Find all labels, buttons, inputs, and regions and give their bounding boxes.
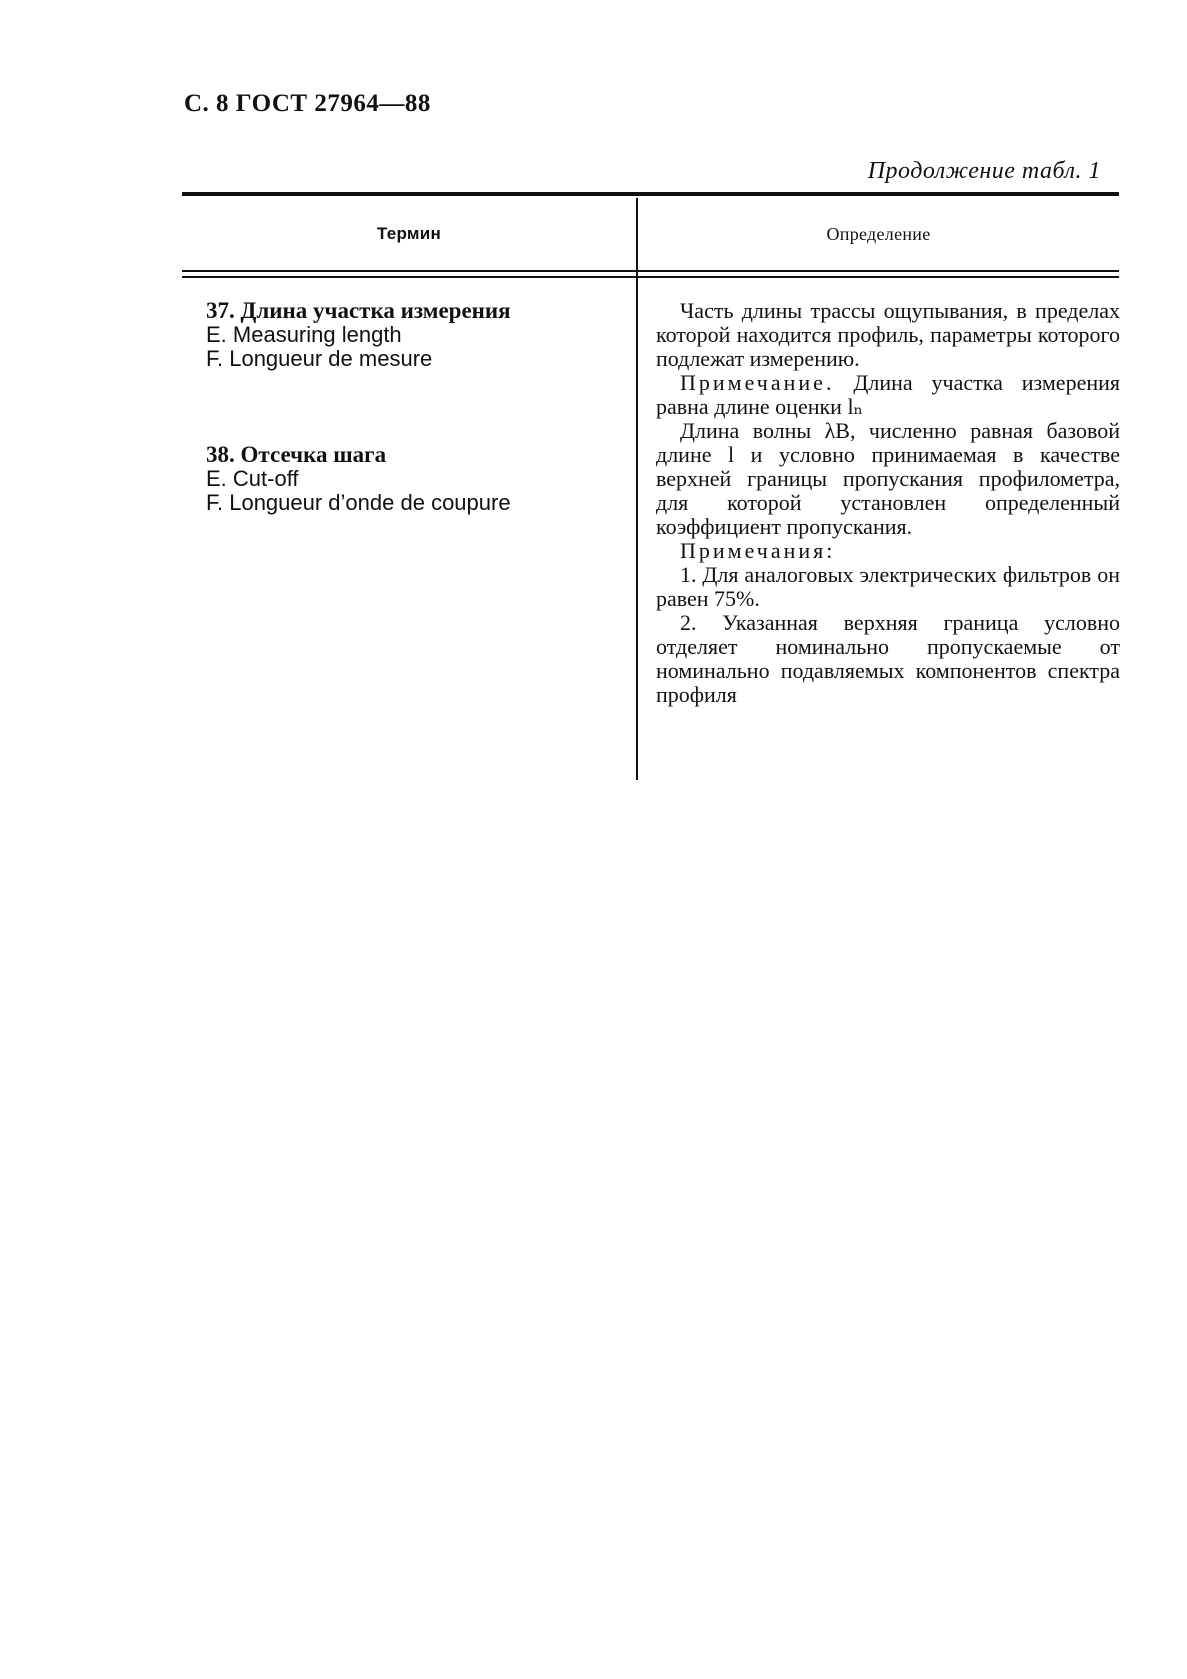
definitions-column [656,299,1120,707]
term-title: 37. Длина участка измерения [206,298,511,323]
column-divider [636,198,638,780]
notes-label-38: Примечания: [680,538,836,563]
note-38-1: 1. Для аналоговых электрических фильтров он равен 75%. [656,562,1120,611]
column-header-definition: Определение [826,224,931,244]
column-header-term: Термин [376,224,442,243]
term-french: F. Longueur d’onde de coupure [206,490,511,515]
definition-37: Часть длины трассы ощупывания, в пределах которой находится профиль, параметры которого подлежат измерению. [656,298,1120,371]
term-38 [206,443,626,515]
term-english: E. Cut-off [206,466,299,491]
note-label: Примечание. [680,370,835,395]
note-text: Длина участка измерения равна длине оценки lₙ [656,370,1120,419]
definition-38: Длина волны λB, численно равная базовой длине l и условно принимаемая в качестве верхней границы пропускания профилометра, для которой установлен определенный коэффициент пропускания. [656,418,1120,539]
header-bottom-rule [182,270,1119,278]
note-37 [656,371,1120,419]
term-english: E. Measuring length [206,322,402,347]
term-french: F. Longueur de mesure [206,346,433,371]
note-38-2: 2. Указанная верхняя граница условно отделяет номинально пропускаемые от номинально подавляемых компонентов спектра профиля [656,610,1120,707]
page-header: С. 8 ГОСТ 27964—88 [184,90,431,117]
table-top-rule [182,192,1119,196]
term-37 [206,299,626,371]
term-title: 38. Отсечка шага [206,442,387,467]
table-continuation-label: Продолжение табл. 1 [867,158,1101,184]
